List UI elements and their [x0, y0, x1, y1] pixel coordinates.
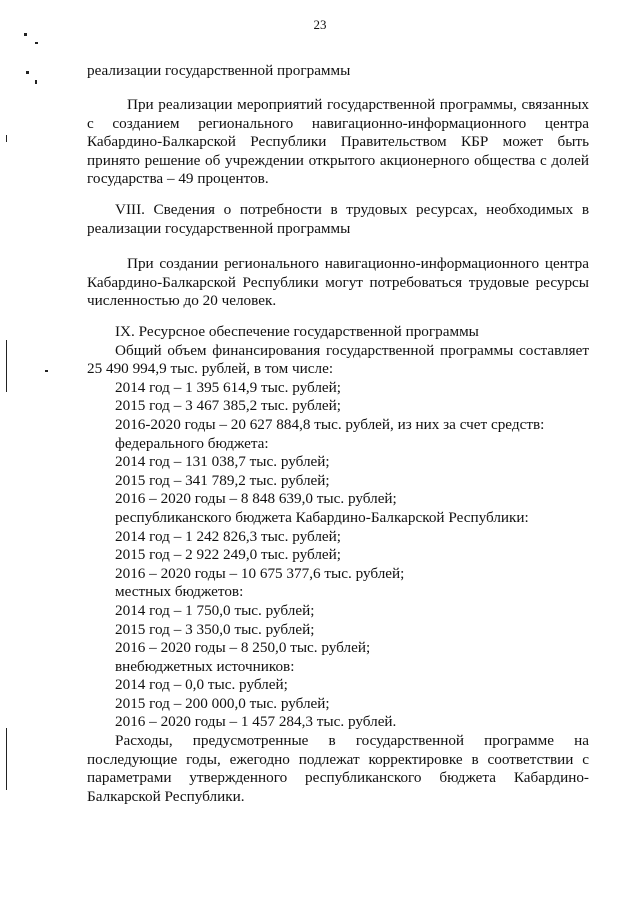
funding-line: 2016 – 2020 годы – 8 848 639,0 тыс. рублей;: [115, 490, 397, 508]
section-9: [87, 323, 589, 806]
section-9-intro: Общий объем финансирования государственной программы составляет 25 490 994,9 тыс. рублей, в том числе:: [87, 341, 589, 378]
funding-line: федерального бюджета:: [115, 434, 269, 452]
funding-line: 2016-2020 годы – 20 627 884,8 тыс. рублей, из них за счет средств:: [115, 415, 545, 433]
funding-line: 2015 год – 3 467 385,2 тыс. рублей;: [115, 397, 342, 415]
section-8: [87, 201, 589, 238]
scan-mark: [35, 80, 37, 84]
scan-mark: [45, 370, 48, 372]
heading-continuation: реализации государственной программы: [87, 62, 351, 79]
page-number: 23: [313, 17, 327, 32]
funding-line: местных бюджетов:: [115, 583, 244, 601]
scan-mark: [6, 728, 7, 790]
funding-line: 2015 год – 3 350,0 тыс. рублей;: [115, 620, 315, 638]
funding-line: 2016 – 2020 годы – 8 250,0 тыс. рублей;: [115, 639, 371, 657]
section-9-heading: IX. Ресурсное обеспечение государственной программы: [115, 323, 479, 340]
funding-line: 2015 год – 341 789,2 тыс. рублей;: [115, 471, 330, 489]
funding-line: 2015 год – 2 922 249,0 тыс. рублей;: [115, 546, 342, 564]
scan-mark: [26, 71, 29, 74]
scan-mark: [6, 135, 7, 142]
scan-mark: [6, 340, 7, 392]
funding-line: 2014 год – 0,0 тыс. рублей;: [115, 676, 288, 694]
funding-line: 2015 год – 200 000,0 тыс. рублей;: [115, 694, 330, 712]
section-8-paragraph: При создании регионального навигационно-информационного центра Кабардино-Балкарской Республики могут потребоваться трудовые ресурсы численностью до 20 человек.: [87, 255, 589, 310]
scan-mark: [35, 42, 38, 44]
section-8-body: [87, 255, 589, 311]
funding-line: 2014 год – 131 038,7 тыс. рублей;: [115, 453, 330, 471]
section-8-heading: VIII. Сведения о потребности в трудовых ресурсах, необходимых в реализации государственной программы: [87, 201, 589, 237]
intro-block: [87, 62, 589, 81]
funding-line: 2016 – 2020 годы – 10 675 377,6 тыс. рублей;: [115, 564, 405, 582]
funding-line: 2016 – 2020 годы – 1 457 284,3 тыс. рублей.: [115, 713, 397, 731]
paragraph-block: [87, 96, 589, 189]
paragraph-joint-stock: При реализации мероприятий государственной программы, связанных с созданием регионального навигационно-информационного центра Кабардино-Балкарской Республики Правительством КБР может быть принято решение об учреждении открытого акционерного общества с долей государства – 49 процентов.: [87, 96, 589, 188]
scan-mark: [24, 33, 27, 36]
funding-line: 2014 год – 1 750,0 тыс. рублей;: [115, 601, 315, 619]
funding-line: 2014 год – 1 395 614,9 тыс. рублей;: [115, 378, 342, 396]
funding-line: республиканского бюджета Кабардино-Балкарской Республики:: [115, 508, 529, 526]
closing-paragraph: Расходы, предусмотренные в государственной программе на последующие годы, ежегодно подлежат корректировке в соответствии с параметрами утвержденного республиканского бюджета Кабардино-Балкарской Республики.: [87, 732, 589, 805]
funding-line: 2014 год – 1 242 826,3 тыс. рублей;: [115, 527, 342, 545]
funding-line: внебюджетных источников:: [115, 657, 295, 675]
